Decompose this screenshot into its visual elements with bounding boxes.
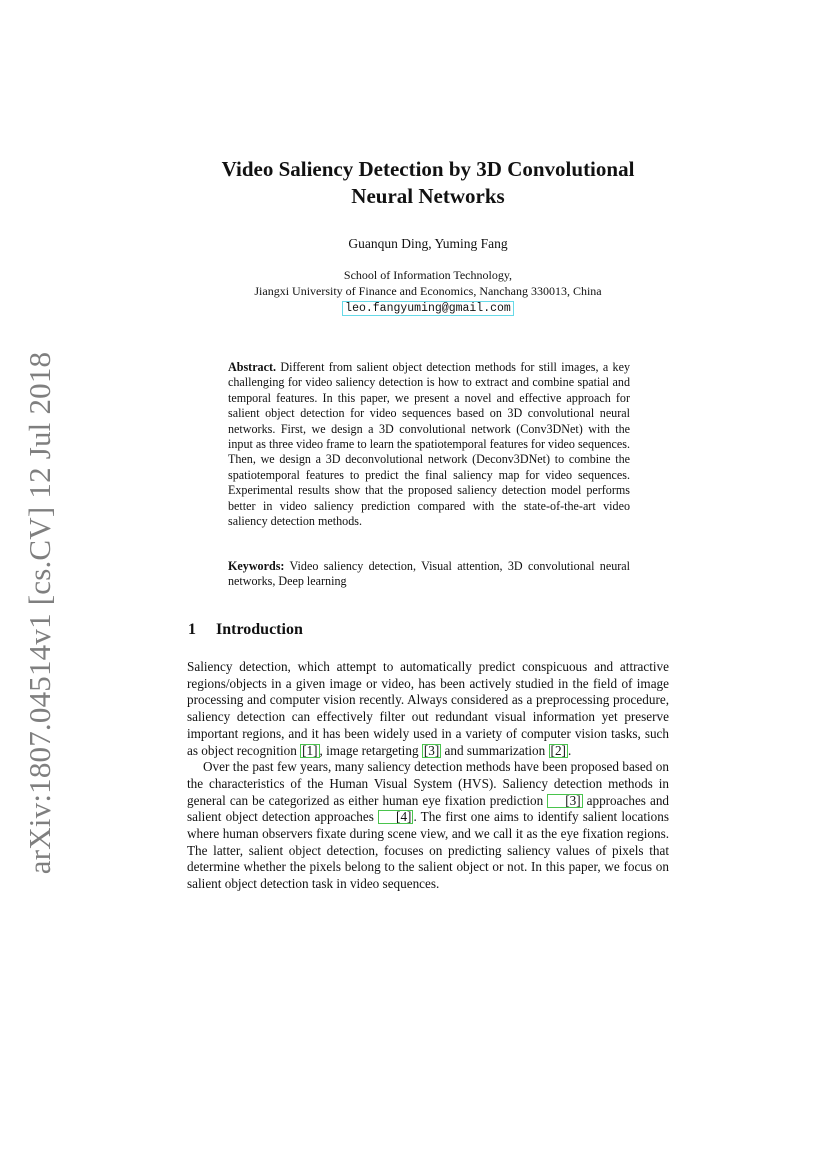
paragraph-text: . The first one aims to identify salient locations where human observers fixate during scene view, and we call it as the eye fixation regions. The latter, salient object detection, focuses on predicting saliency values of pixels that determine whether the pixels belong to the salient object or not. In this paper, we focus on salient object detection task in video sequences. [187, 809, 669, 892]
title-line-1: Video Saliency Detection by 3D Convolutional [221, 157, 635, 181]
keywords-label: Keywords: [228, 559, 285, 573]
paragraph-text: approaches and salient object detection approaches [187, 792, 670, 825]
paragraph-text: Over the past few years, many saliency detection methods have been proposed based on the characteristics of the Human Visual System (HVS). Saliency detection methods in general can be categorized as either human eye fixation prediction [187, 759, 669, 808]
abstract-text: Different from salient object detection methods for still images, a key challenging for video saliency detection is how to extract and combine spatial and temporal features. In this paper, we present a novel and effective approach for salient object detection for video sequences based on 3D convolutional neural networks. First, we design a 3D convolutional network (Conv3DNet) with the input as three video frame to learn the spatiotemporal features for video sequences. Then, we design a 3D deconvolutional network (Deconv3DNet) to combine the spatiotemporal features to predict the final saliency map for video sequences. Experimental results show that the proposed saliency detection model performs better in video saliency prediction compared with the state-of-the-art video saliency detection methods. [228, 360, 630, 529]
paragraph-1 [187, 659, 669, 759]
citation-link[interactable]: [4] [378, 810, 413, 824]
keywords [228, 559, 630, 590]
title-line-2: Neural Networks [351, 184, 505, 208]
citation-link[interactable]: [3] [423, 742, 440, 758]
section-number: 1 [188, 621, 196, 638]
arxiv-identifier-text: arXiv:1807.04514v1 [cs.CV] 12 Jul 2018 [22, 351, 57, 874]
authors: Guanqun Ding, Yuming Fang [348, 236, 508, 251]
abstract [228, 360, 630, 529]
email-link[interactable]: leo.fangyuming@gmail.com [342, 301, 514, 316]
citation-link[interactable]: [3] [547, 794, 582, 808]
paragraph-text: , image retargeting [319, 742, 422, 758]
arxiv-identifier [14, 351, 66, 874]
affiliation-line-2: Jiangxi University of Finance and Economics, Nanchang 330013, China [254, 284, 602, 298]
paragraph-2 [187, 759, 669, 893]
citation-link[interactable]: [1] [302, 742, 318, 758]
paper-title [150, 156, 706, 210]
paragraph-text: . [567, 742, 572, 758]
affiliation-line-1: School of Information Technology, [343, 268, 513, 282]
paragraph-text: Saliency detection, which attempt to automatically predict conspicuous and attractive regions/objects in a given image or video, has been actively studied in the field of image processing and computer vision recently. Always considered as a preprocessing procedure, saliency detection can effectively filter out redundant visual information yet preserve important regions, and it has been widely used in a variety of computer vision tasks, such as object recognition [187, 659, 669, 758]
paragraph-text: and summarization [441, 742, 549, 758]
abstract-label: Abstract. [228, 360, 277, 374]
affiliation [150, 267, 706, 316]
section-heading [188, 621, 303, 639]
keywords-text: Video saliency detection, Visual attention, 3D convolutional neural networks, Deep learning [228, 559, 631, 589]
citation-link[interactable]: [2] [550, 742, 566, 758]
section-title: Introduction [216, 621, 303, 638]
introduction-body [187, 659, 669, 893]
